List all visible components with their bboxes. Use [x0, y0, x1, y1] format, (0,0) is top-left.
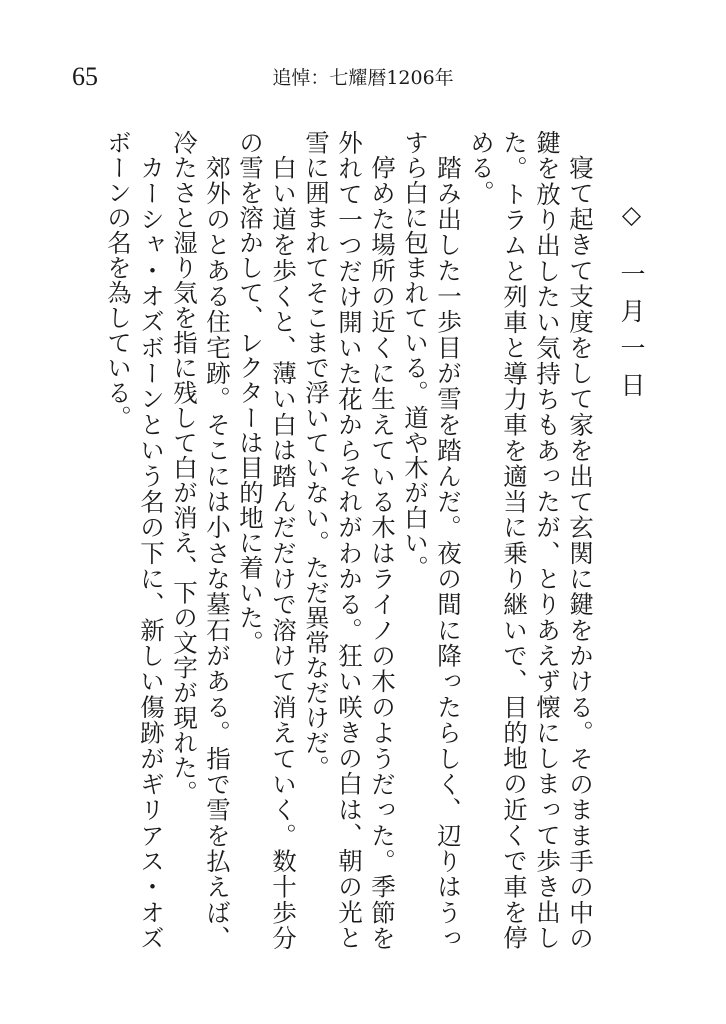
vertical-text-body — [102, 130, 648, 950]
section-heading: ◇ 一月一日 — [617, 200, 646, 409]
paragraph: 寝て起きて支度をして家を出て玄関に鍵をかける。そのまま手の中の鍵を放り出したい気持ちもあったが、とりあえず懐にしまって歩き出した。トラムと列車と導力車を適当に乗り継いで、目的地の近くで車を停める。 — [467, 130, 595, 950]
paragraph: 白い道を歩くと、薄い白は踏んだだけで溶けて消えていく。数十歩分の雪を溶かして、レクターは目的地に着いた。 — [236, 130, 298, 951]
paragraph: 踏み出した一歩目が雪を踏んだ。夜の間に降ったらしく、辺りはうっすら白に包まれている。道や木が白い。 — [401, 130, 463, 950]
running-header: 追悼：七耀暦1206年 — [272, 67, 454, 89]
paragraph: 郊外のとある住宅跡。そこには小さな墓石がある。指で雪を払えば、冷たさと湿り気を指に残して白が消え、下の文字が現れた。 — [170, 130, 232, 951]
paragraph: カーシャ・オズボーンという名の下に、新しい傷跡がギリアス・オズボーンの名を為している。 — [104, 130, 166, 950]
page-number: 65 — [72, 62, 98, 91]
paragraph: 停めた場所の近くに生えている木はライノの木のようだった。季節を外れて一つだけ開いた花からそれがわかる。狂い咲きの白は、朝の光と雪に囲まれてそこまで浮いていない。ただ異常なだけだ。 — [302, 130, 397, 950]
